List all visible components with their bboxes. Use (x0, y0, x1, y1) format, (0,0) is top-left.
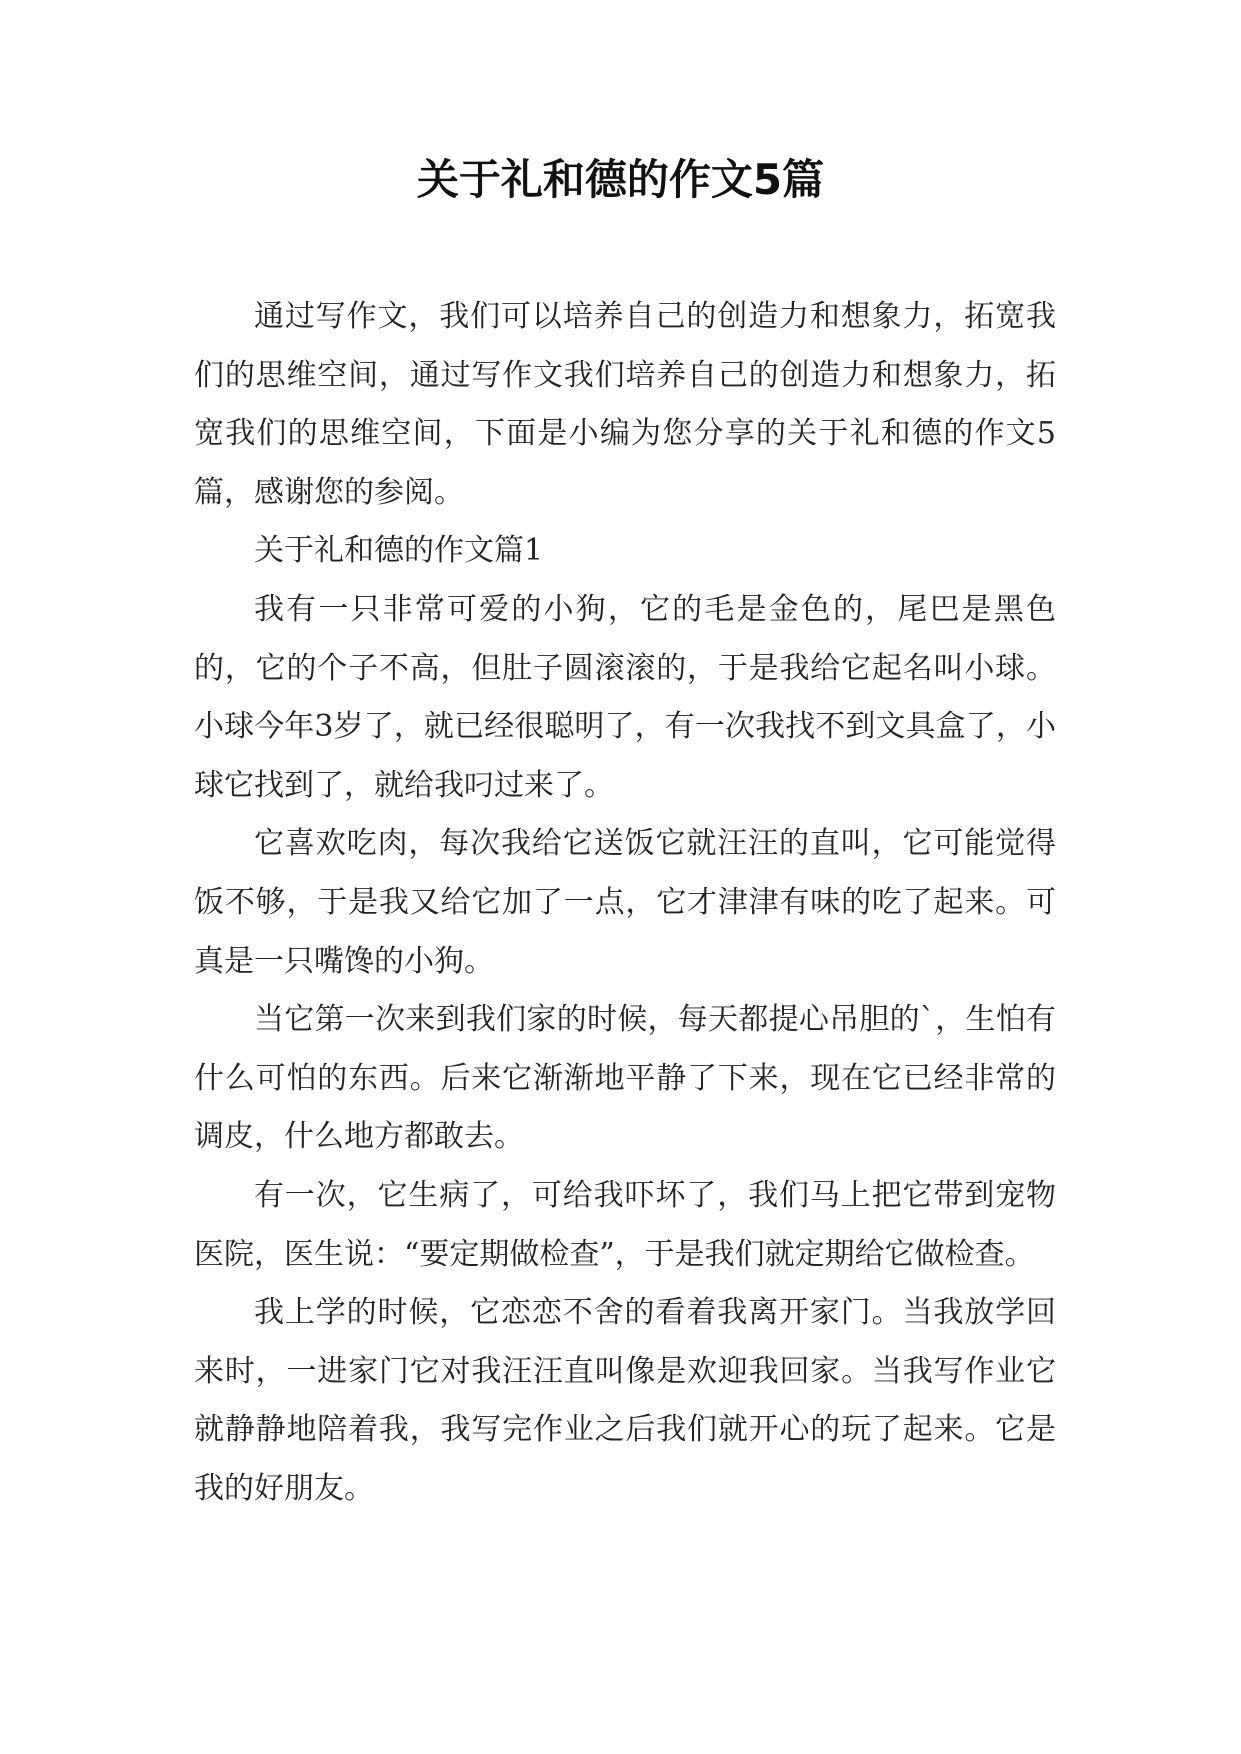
paragraph: 有一次，它生病了，可给我吓坏了，我们马上把它带到宠物医院，医生说：“要定期做检查”，于是我们就定期给它做检查。 (194, 1177, 1056, 1272)
paragraph: 我上学的时候，它恋恋不舍的看着我离开家门。当我放学回来时，一进家门它对我汪汪直叫像是欢迎我回家。当我写作业它就静静地陪着我，我写完作业之后我们就开心的玩了起来。它是我的好朋友。 (194, 1295, 1056, 1506)
document-title: 关于礼和德的作文5篇 (416, 155, 825, 204)
paragraph: 我有一只非常可爱的小狗，它的毛是金色的，尾巴是黑色的，它的个子不高，但肚子圆滚滚的，于是我给它起名叫小球。小球今年3岁了，就已经很聪明了，有一次我找不到文具盒了，小球它找到了，就给我叼过来了。 (194, 591, 1056, 803)
paragraph: 它喜欢吃肉，每次我给它送饭它就汪汪的直叫，它可能觉得饭不够，于是我又给它加了一点，它才津津有味的吃了起来。可真是一只嘴馋的小狗。 (194, 826, 1056, 979)
paragraph: 当它第一次来到我们家的时候，每天都提心吊胆的`，生怕有什么可怕的东西。后来它渐渐地平静了下来，现在它已经非常的调皮，什么地方都敢去。 (194, 1002, 1056, 1155)
paragraph-intro: 通过写作文，我们可以培养自己的创造力和想象力，拓宽我们的思维空间，通过写作文我们培养自己的创造力和想象力，拓宽我们的思维空间，下面是小编为您分享的关于礼和德的作文5篇，感谢您的参阅。 (194, 299, 1056, 510)
document-body (194, 288, 1056, 1518)
section-heading: 关于礼和德的作文篇1 (254, 533, 544, 569)
